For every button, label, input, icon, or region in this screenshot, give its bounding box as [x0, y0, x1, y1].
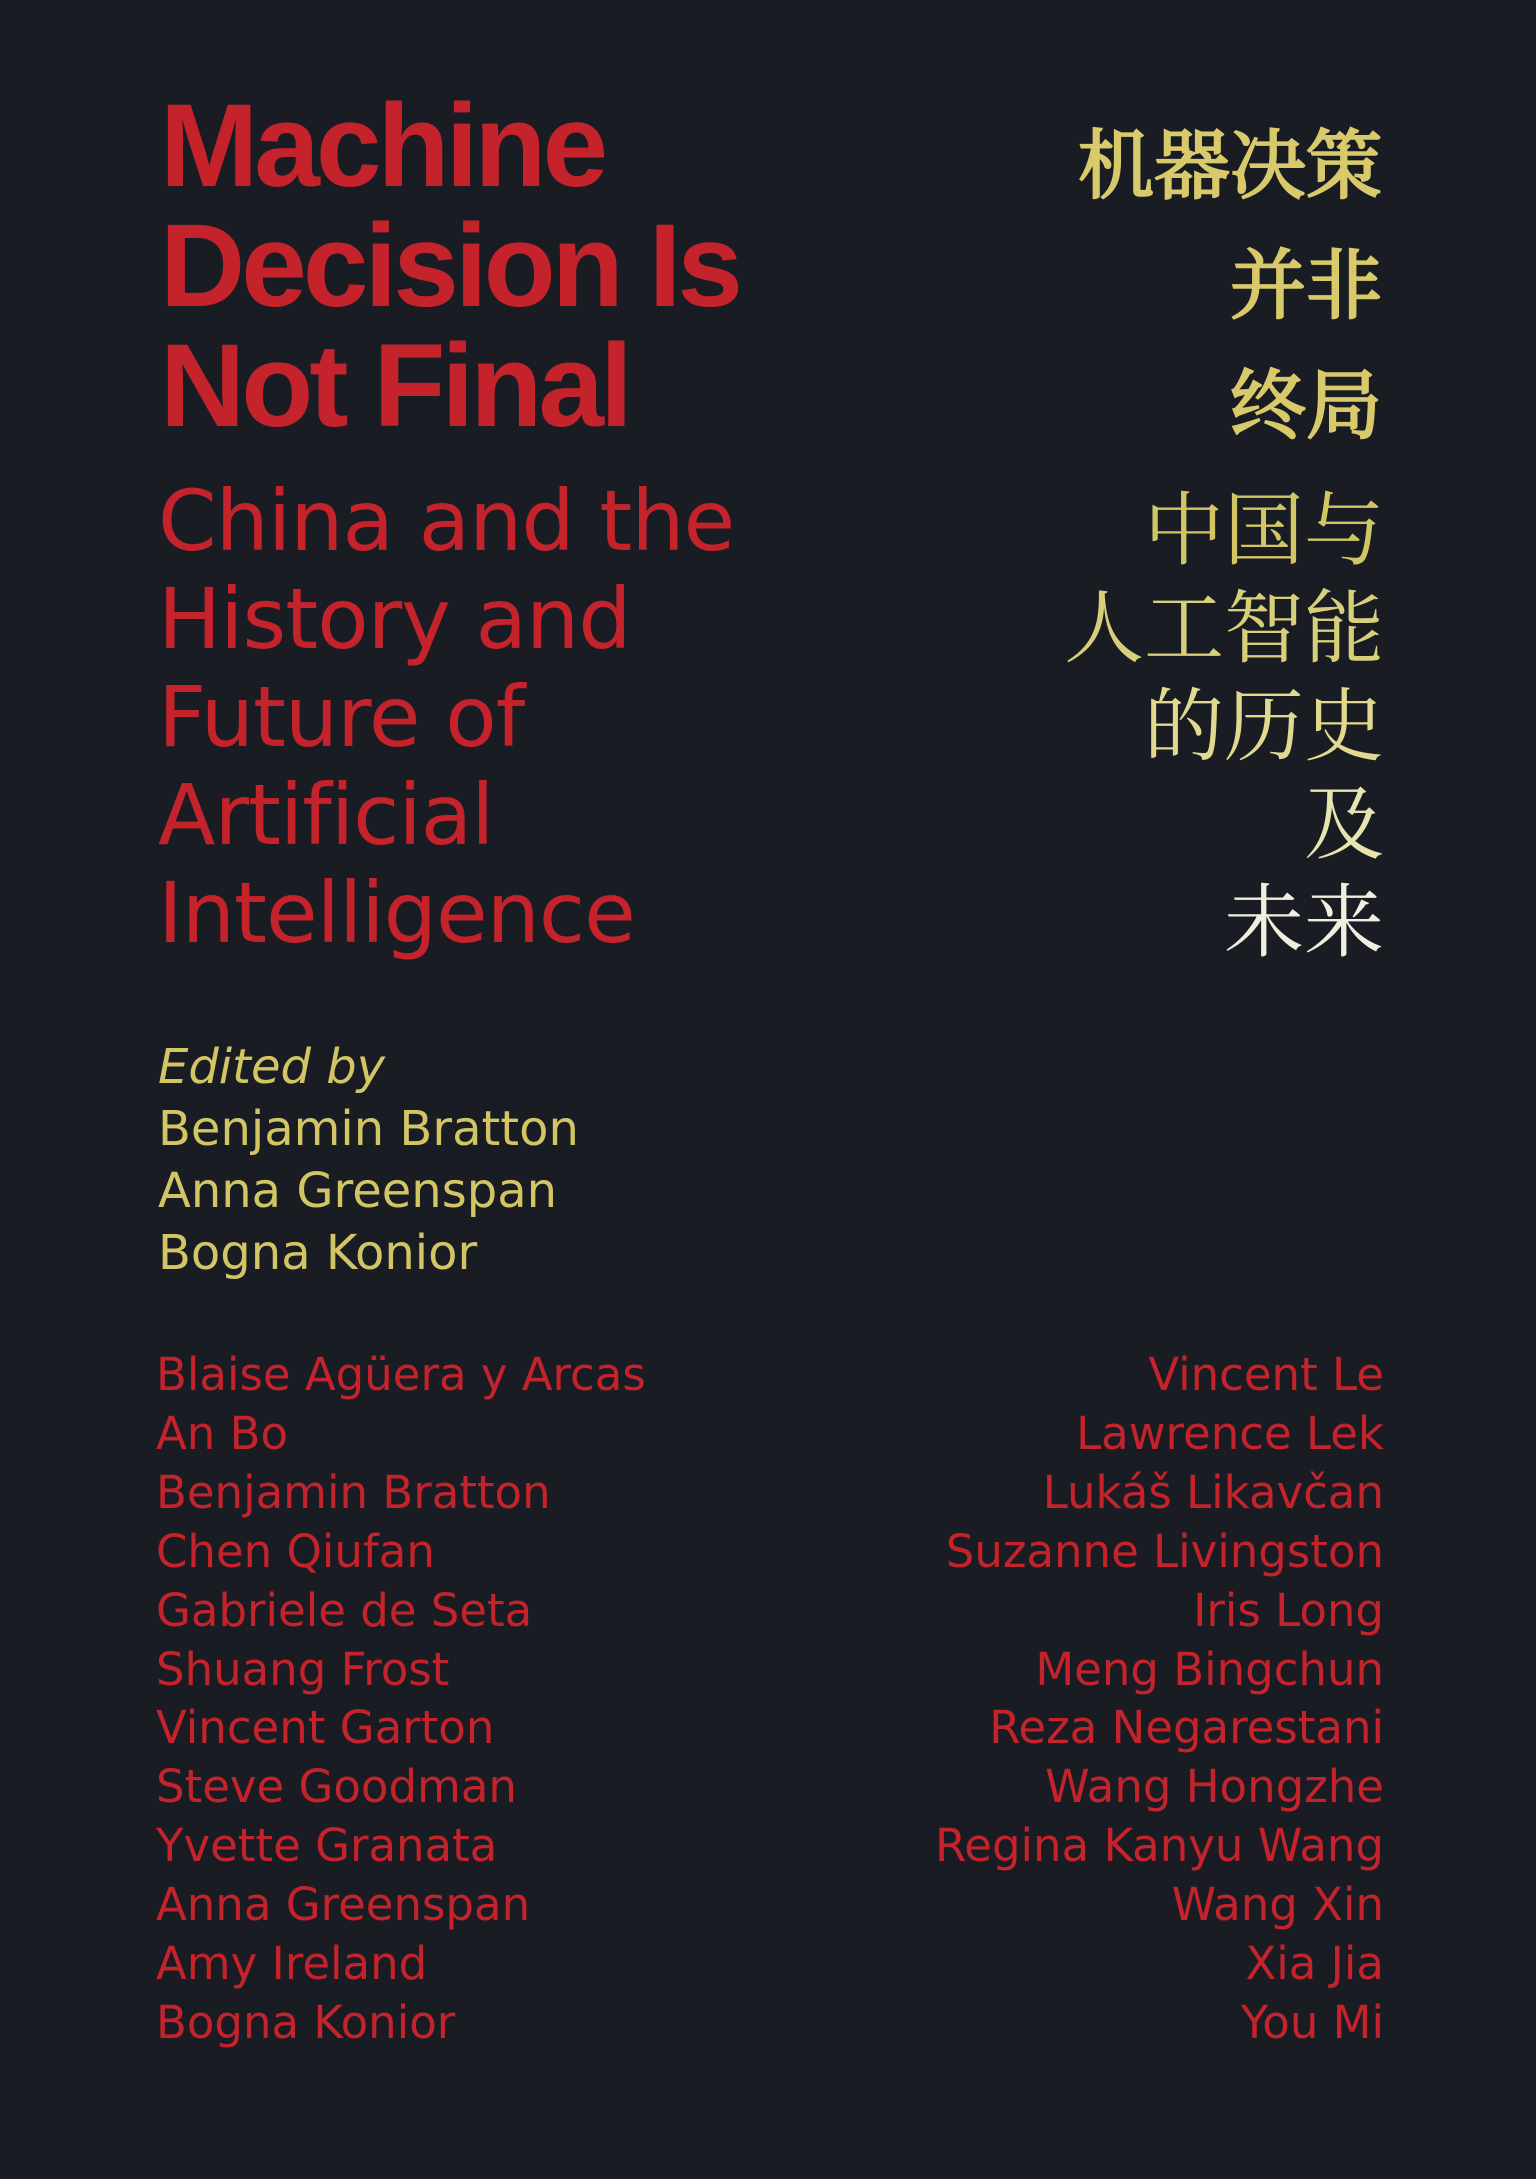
contributor-name: Benjamin Bratton [156, 1465, 551, 1519]
contributor-name: Anna Greenspan [156, 1878, 531, 1932]
title-english-line: Not Final [160, 320, 629, 452]
subtitle-chinese-line: 人工智能 [1064, 582, 1384, 675]
title-chinese-line: 机器决策 [1078, 121, 1382, 210]
title-english-line: Decision Is [160, 200, 740, 332]
contributor-name: Suzanne Livingston [945, 1524, 1384, 1578]
contributor-name: Xia Jia [1245, 1937, 1384, 1991]
editors-block [158, 1036, 579, 1284]
editor-name: Bogna Konior [158, 1225, 478, 1281]
subtitle-chinese-line: 及 [1304, 778, 1384, 871]
contributor-name: Vincent Le [1148, 1348, 1384, 1401]
subtitle-english-line: Artificial [158, 766, 494, 864]
contributor-name: Iris Long [1193, 1583, 1384, 1637]
contributors-right-column [935, 1346, 1384, 2053]
subtitle-chinese-line: 中国与 [1144, 484, 1384, 577]
edited-by-label: Edited by [158, 1039, 386, 1095]
subtitle-english-line: Future of [158, 668, 525, 766]
contributor-name: Lawrence Lek [1076, 1406, 1384, 1460]
contributor-name: Bogna Konior [156, 1995, 456, 2049]
title-chinese-line: 并非 [1230, 241, 1382, 330]
contributor-name: Lukáš Likavčan [1042, 1465, 1384, 1519]
contributor-name: Yvette Granata [156, 1819, 498, 1873]
contributor-name: Amy Ireland [156, 1937, 428, 1991]
title-english-line: Machine [160, 80, 605, 212]
contributor-name: Wang Hongzhe [1045, 1760, 1384, 1814]
title-english [160, 80, 840, 452]
editor-name: Anna Greenspan [158, 1163, 558, 1219]
contributor-name: Meng Bingchun [1035, 1642, 1384, 1696]
contributors-left-column [156, 1346, 646, 2053]
subtitle-chinese-line: 未来 [1224, 876, 1384, 969]
subtitle-english-line: History and [158, 570, 631, 668]
contributor-name: Blaise Agüera y Arcas [156, 1348, 646, 1401]
contributor-name: Shuang Frost [156, 1642, 450, 1696]
subtitle-chinese-line: 的历史 [1144, 680, 1384, 773]
contributor-name: Reza Negarestani [989, 1701, 1384, 1755]
contributor-name: Steve Goodman [156, 1760, 517, 1814]
title-chinese [1078, 106, 1382, 466]
subtitle-english [158, 472, 858, 962]
contributor-name: Chen Qiufan [156, 1524, 435, 1578]
contributor-name: Vincent Garton [156, 1701, 495, 1755]
subtitle-english-line: Intelligence [158, 864, 635, 962]
contributor-name: Gabriele de Seta [156, 1583, 533, 1637]
subtitle-english-line: China and the [158, 472, 735, 570]
contributor-name: Wang Xin [1171, 1878, 1384, 1932]
subtitle-chinese [1064, 482, 1384, 972]
editor-name: Benjamin Bratton [158, 1101, 579, 1157]
contributor-name: Regina Kanyu Wang [935, 1819, 1384, 1873]
contributor-name: An Bo [156, 1406, 289, 1460]
title-chinese-line: 终局 [1230, 361, 1382, 450]
contributor-name: You Mi [1240, 1995, 1384, 2049]
